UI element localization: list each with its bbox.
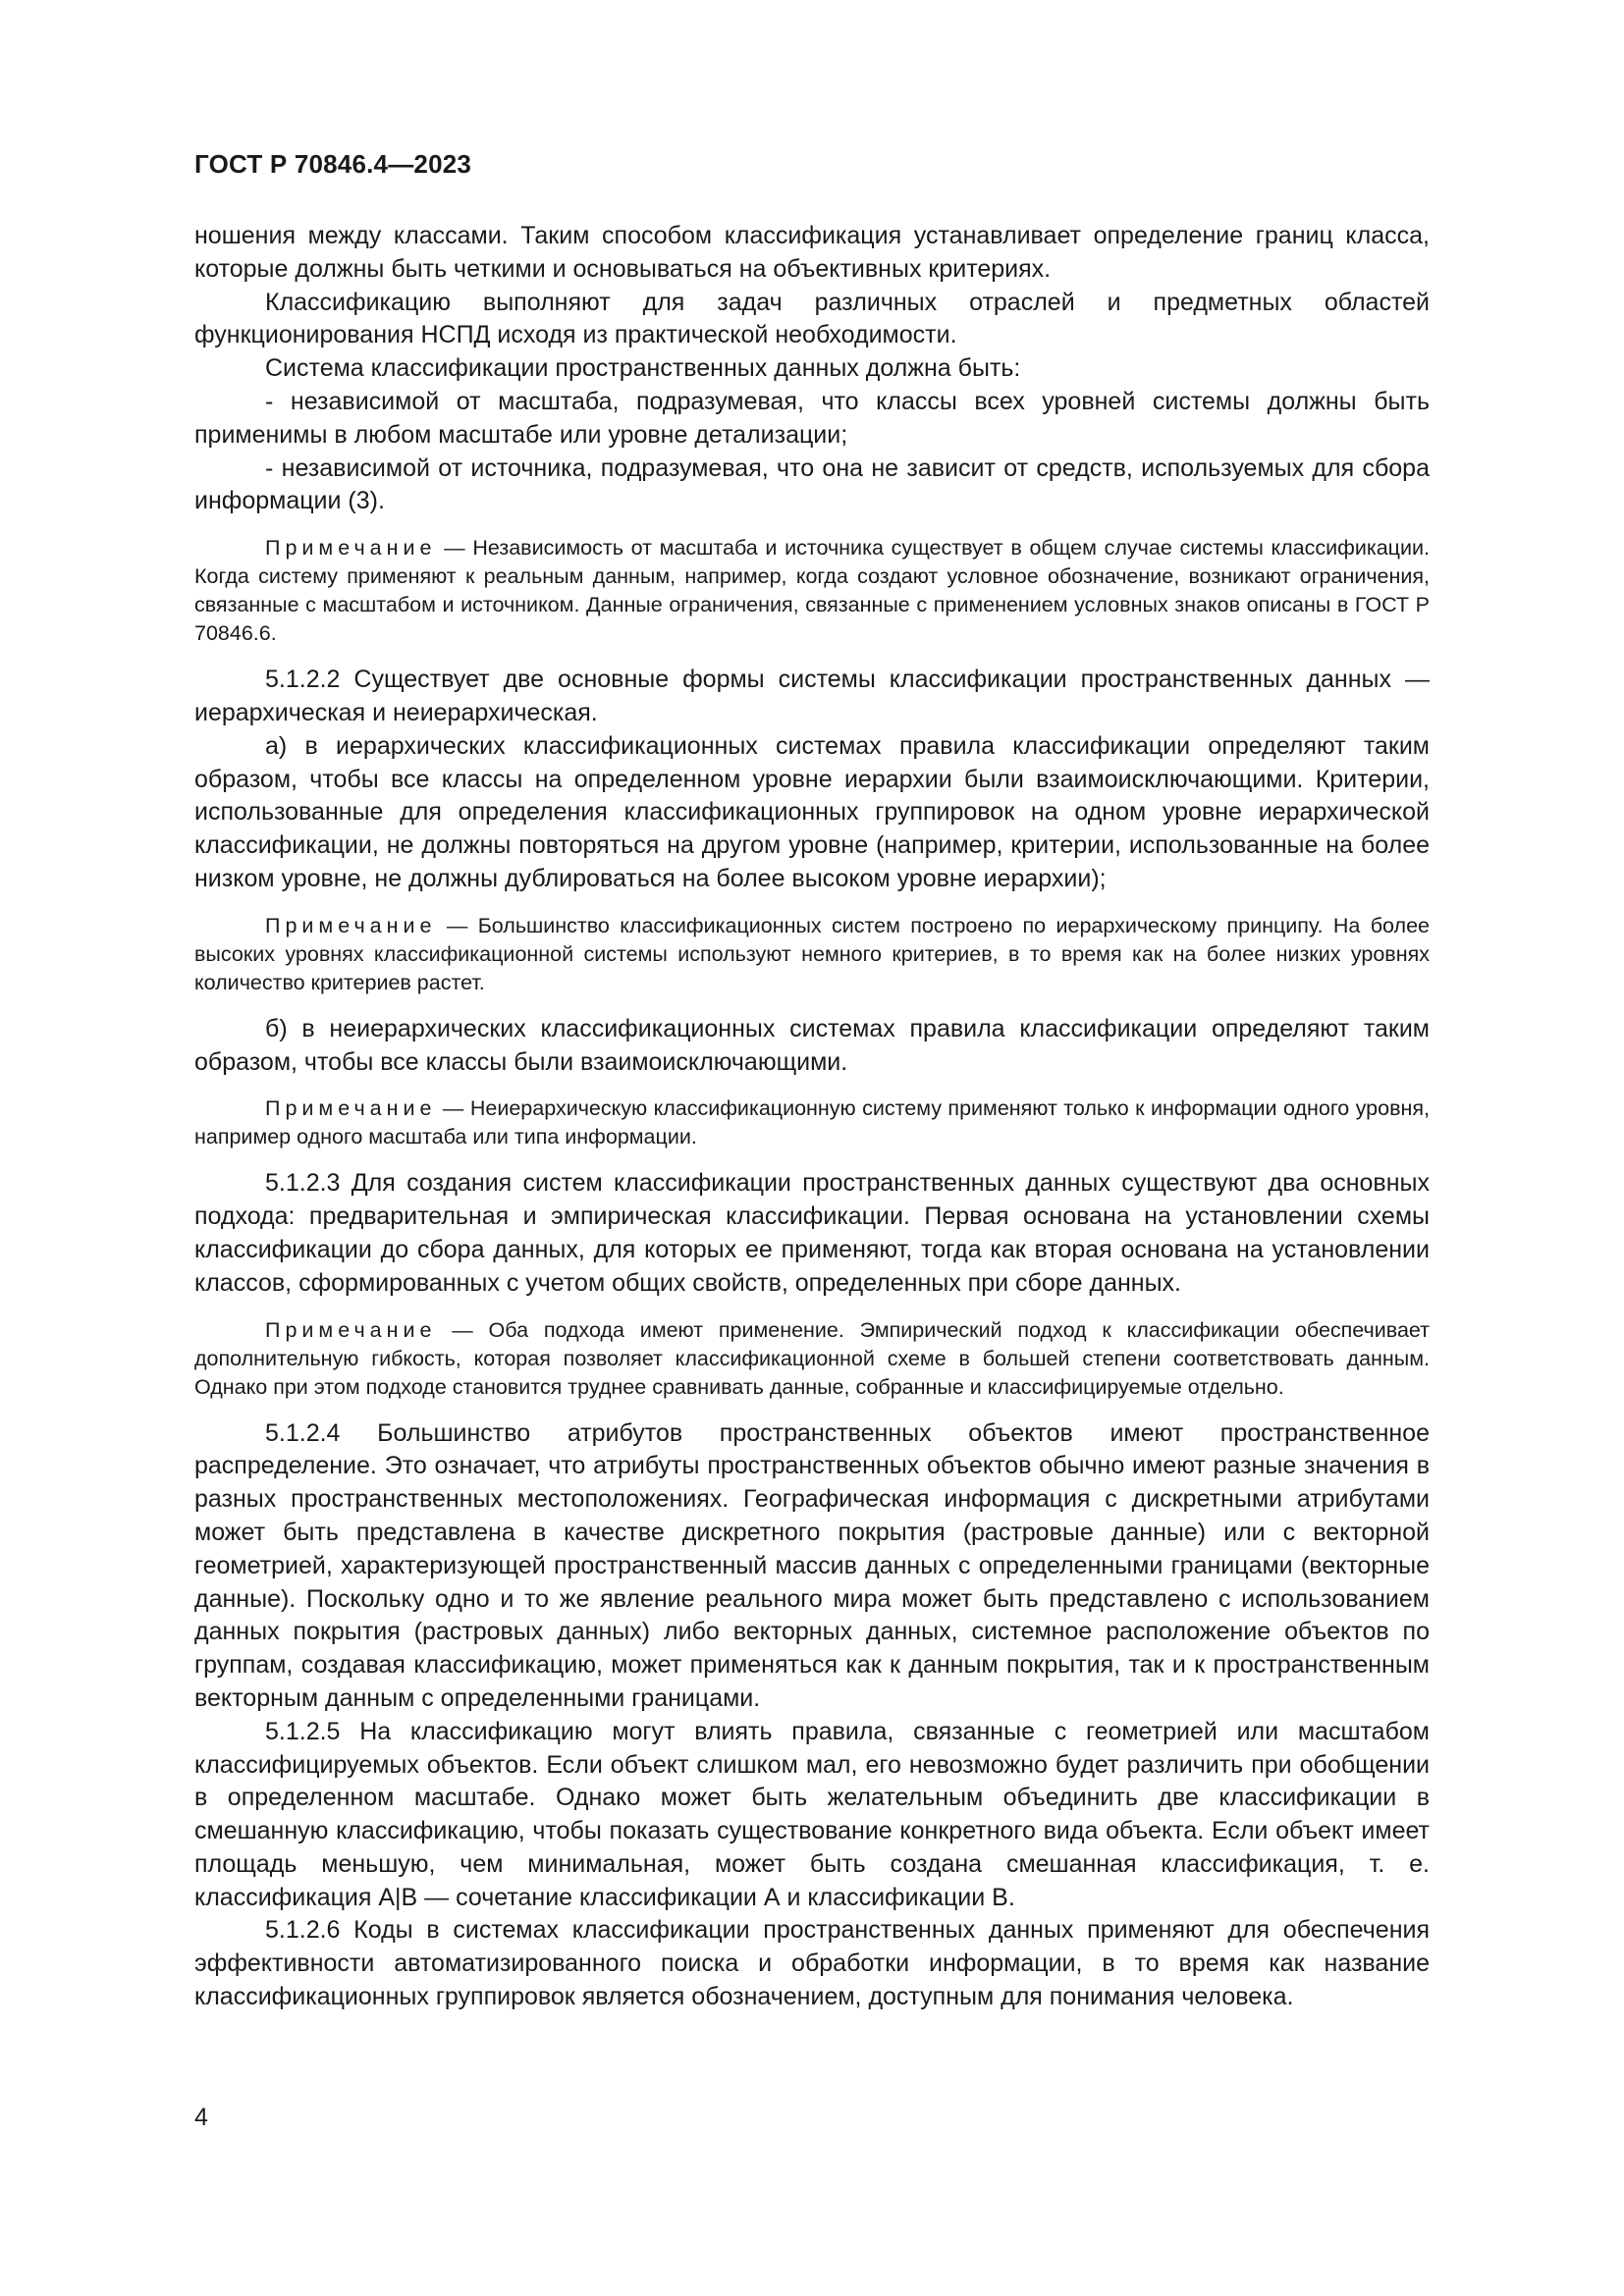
note-1 (194, 534, 1430, 648)
paragraph: Система классификации пространственных данных должна быть: (265, 354, 1021, 383)
note-dash: — (436, 536, 473, 561)
note-label: Примечание (265, 1096, 437, 1121)
clause-5-1-2-6: 5.1.2.6 Коды в системах классификации пространственных данных применяют для обеспечения эффективности автоматизированного поиска и обработки информации, в то время как название классификационных группировок является обозначением, доступным для понимания человека. (194, 1916, 1430, 2011)
note-2 (194, 912, 1430, 997)
note-dash: — (436, 1317, 489, 1342)
paragraph-continuation: ношения между классами. Таким способом классификация устанавливает определение границ класса, которые должны быть четкими и основываться на объективных критериях. (194, 222, 1430, 283)
note-text: Независимость от масштаба и источника существует в общем случае системы классификации. Когда систему применяют к реальным данным, например, когда создают условное обозначение, возникают ограничения, связанные с масштабом и источником. Данные ограничения, связанные с применением условных знаков описаны в ГОСТ Р 70846.6. (194, 536, 1430, 646)
page-number: 4 (194, 2104, 208, 2131)
note-text: Неиерархическую классификационную систему применяют только к информации одного уровня, например одного масштаба или типа информации. (194, 1096, 1430, 1149)
note-text: Оба подхода имеют применение. Эмпирический подход к классификации обеспечивает дополнительную гибкость, которая позволяет классификационной схеме в большей степени соответствовать данным. Однако при этом подходе становится труднее сравнивать данные, собранные и классифицируемые отдельно. (194, 1317, 1430, 1399)
list-item-b: б) в неиерархических классификационных системах правила классификации определяют таким образом, чтобы все классы были взаимоисключающими. (194, 1014, 1430, 1076)
note-3 (194, 1095, 1430, 1151)
list-item: - независимой от источника, подразумевая, что она не зависит от средств, используемых для сбора информации (3). (194, 454, 1430, 515)
clause-5-1-2-2: 5.1.2.2 Существует две основные формы системы классификации пространственных данных — иерархическая и неиерархическая. (194, 666, 1430, 726)
note-text: Большинство классификационных систем построено по иерархическому принципу. На более высоких уровнях классификационной системы используют немного критериев, в то время как на более низких уровнях количество критериев растет. (194, 913, 1430, 994)
list-item-a: а) в иерархических классификационных системах правила классификации определяют таким образом, чтобы все классы на определенном уровне иерархии были взаимоисключающими. Критерии, использованные для определения классификационных группировок на одном уровне иерархической классификации, не должны повторяться на другом уровне (например, критерии, использованные на более низком уровне, не должны дублироваться на более высоком уровне иерархии); (194, 731, 1430, 892)
note-dash: — (436, 913, 478, 937)
clause-5-1-2-3: 5.1.2.3 Для создания систем классификации пространственных данных существуют два основных подхода: предварительная и эмпирическая классификации. Первая основана на установлении схемы классификации до сбора данных, для которых ее применяют, тогда как вторая основана на установлении классов, сформированных с учетом общих свойств, определенных при сборе данных. (194, 1169, 1430, 1297)
document-header: ГОСТ Р 70846.4—2023 (194, 149, 472, 179)
paragraph: Классификацию выполняют для задач различных отраслей и предметных областей функционирования НСПД исходя из практической необходимости. (194, 288, 1430, 349)
clause-5-1-2-4: 5.1.2.4 Большинство атрибутов пространственных объектов имеют пространственное распределение. Это означает, что атрибуты пространственных объектов обычно имеют разные значения в разных пространственных местоположениях. Географическая информация с дискретными атрибутами может быть представлена в качестве дискретного покрытия (растровые данные) или с векторной геометрией, характеризующей пространственный массив данных с определенными границами (векторные данные). Поскольку одно и то же явление реального мира может быть представлено с использованием данных покрытия (растровых данных) либо векторных данных, системное расположение объектов по группам, создавая классификацию, может применяться как к данным покрытия, так и к пространственным векторным данным с определенными границами. (194, 1418, 1430, 1712)
list-item: - независимой от масштаба, подразумевая, что классы всех уровней системы должны быть применимы в любом масштабе или уровне детализации; (194, 387, 1430, 449)
note-dash: — (436, 1096, 470, 1121)
note-label: Примечание (265, 536, 437, 561)
note-4 (194, 1316, 1430, 1402)
clause-5-1-2-5: 5.1.2.5 На классификацию могут влиять правила, связанные с геометрией или масштабом классифицируемых объектов. Если объект слишком мал, его невозможно будет различить при обобщении в определенном масштабе. Однако может быть желательным объединить две классификации в смешанную классификацию, чтобы показать существование конкретного вида объекта. Если объект имеет площадь меньшую, чем минимальная, может быть создана смешанная классификация, т. е. классификация A|B — сочетание классификации А и классификации В. (194, 1717, 1430, 1911)
document-body (194, 220, 1430, 2014)
note-label: Примечание (265, 1317, 437, 1342)
note-label: Примечание (265, 913, 437, 937)
